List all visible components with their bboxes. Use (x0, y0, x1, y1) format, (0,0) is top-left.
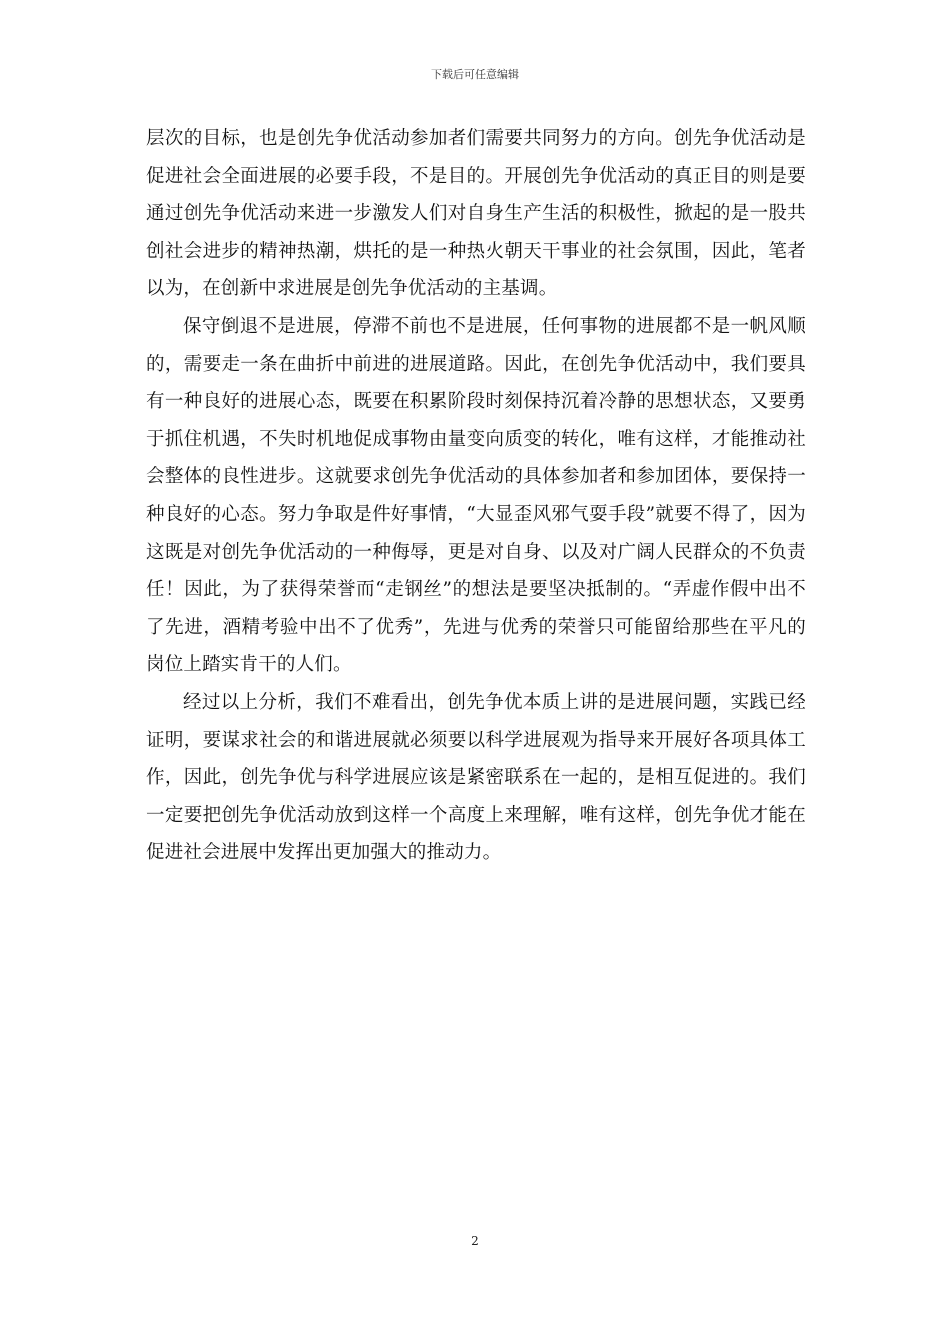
paragraph-continued: 层次的目标，也是创先争优活动参加者们需要共同努力的方向。创先争优活动是促进社会全面进展的必要手段，不是目的。开展创先争优活动的真正目的则是要通过创先争优活动来进一步激发人们对自身生产生活的积极性，掀起的是一股共创社会进步的精神热潮，烘托的是一种热火朝天干事业的社会氛围，因此，笔者以为，在创新中求进展是创先争优活动的主基调。 (146, 128, 806, 300)
paragraph-conclusion: 经过以上分析，我们不难看出，创先争优本质上讲的是进展问题，实践已经证明，要谋求社会的和谐进展就必须要以科学进展观为指导来开展好各项具体工作，因此，创先争优与科学进展应该是紧密联系在一起的，是相互促进的。我们一定要把创先争优活动放到这样一个高度上来理解，唯有这样，创先争优才能在促进社会进展中发挥出更加强大的推动力。 (146, 691, 806, 864)
paragraph-progress-mindset: 保守倒退不是进展，停滞不前也不是进展，任何事物的进展都不是一帆风顺的，需要走一条在曲折中前进的进展道路。因此，在创先争优活动中，我们要具有一种良好的进展心态，既要在积累阶段时刻保持沉着冷静的思想状态，又要勇于抓住机遇，不失时机地促成事物由量变向质变的转化，唯有这样，才能推动社会整体的良性进步。这就要求创先争优活动的具体参加者和参加团体，要保持一种良好的心态。努力争取是件好事情，“大显歪风邪气耍手段”就要不得了，因为这既是对创先争优活动的一种侮辱，更是对自身、以及对广阔人民群众的不负责任！因此，为了获得荣誉而“走钢丝”的想法是要坚决抵制的。“弄虚作假中出不了先进，酒精考验中出不了优秀”，先进与优秀的荣誉只可能留给那些在平凡的岗位上踏实肯干的人们。 (146, 315, 806, 676)
document-body (146, 120, 806, 872)
page-header: 下载后可任意编辑 (431, 68, 519, 81)
page-number: 2 (471, 1234, 479, 1248)
